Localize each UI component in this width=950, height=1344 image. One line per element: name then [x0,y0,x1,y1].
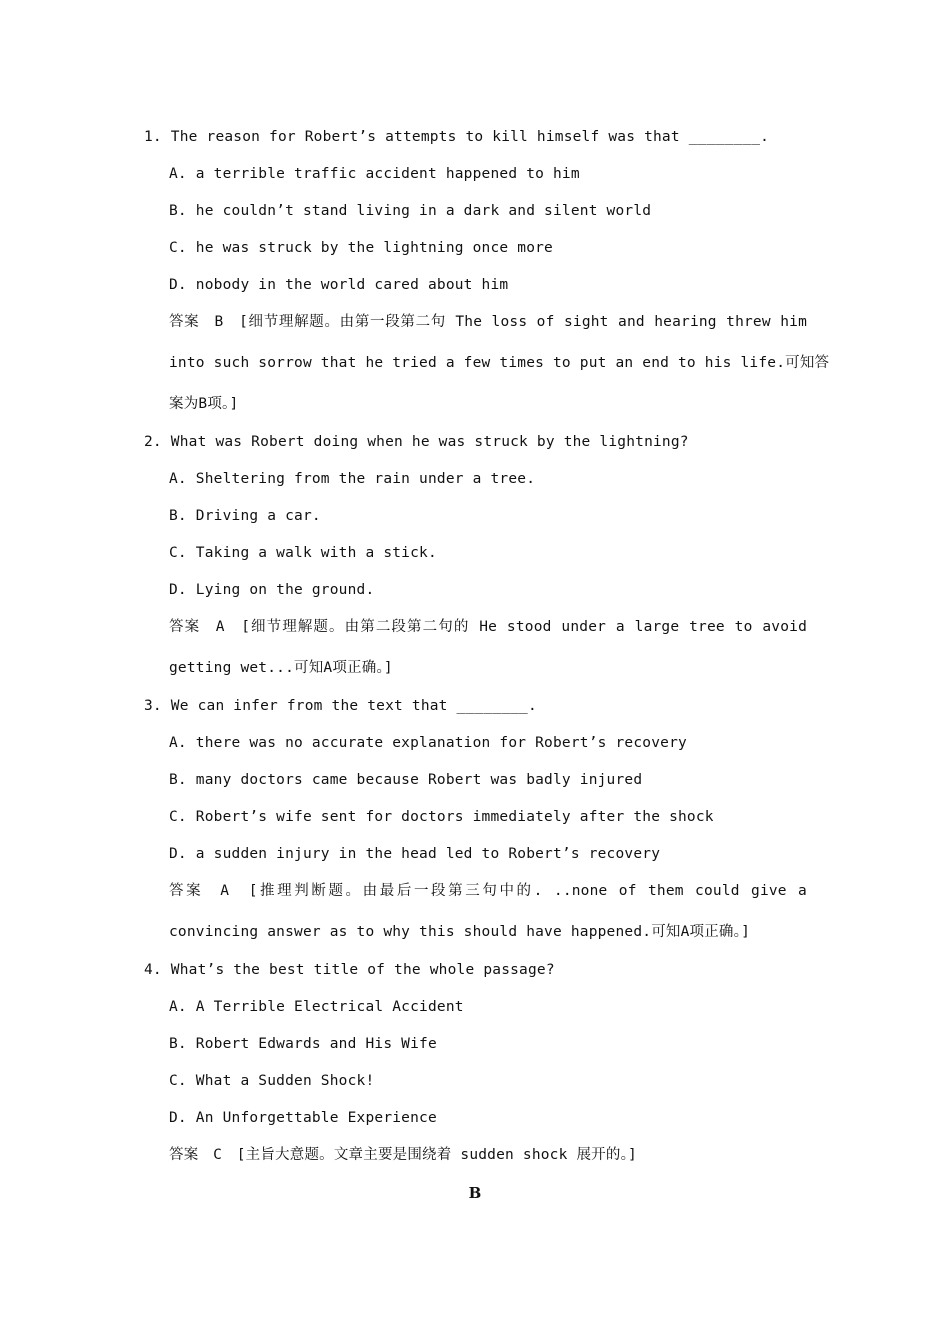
question-3-option-b: B. many doctors came because Robert was badly injured [169,772,643,788]
question-3-answer-line-2: convincing answer as to why this should have happened.可知A项正确。] [169,924,751,940]
question-1-answer-line-1: 答案 B [细节理解题。由第一段第二句 The loss of sight and hearing threw him [169,314,807,330]
question-2-option-d: D. Lying on the ground. [169,582,375,598]
question-2-option-c: C. Taking a walk with a stick. [169,545,437,561]
question-1-answer-line-3: 案为B项。] [169,396,239,412]
question-1-option-a: A. a terrible traffic accident happened to him [169,166,580,182]
question-2-option-a: A. Sheltering from the rain under a tree. [169,471,536,487]
question-2-option-b: B. Driving a car. [169,508,321,524]
question-3-option-d: D. a sudden injury in the head led to Robert’s recovery [169,846,661,862]
question-3-stem: 3. We can infer from the text that ________. [144,698,537,714]
question-4-option-d: D. An Unforgettable Experience [169,1110,437,1126]
question-1-option-d: D. nobody in the world cared about him [169,277,509,293]
question-4-stem: 4. What’s the best title of the whole passage? [144,962,555,978]
question-3-answer-line-1: 答案 A [推理判断题。由最后一段第三句中的. ..none of them could give a [169,883,807,899]
question-4-answer-line-1: 答案 C [主旨大意题。文章主要是围绕着 sudden shock 展开的。] [169,1147,637,1163]
question-3-option-a: A. there was no accurate explanation for Robert’s recovery [169,735,687,751]
question-2-stem: 2. What was Robert doing when he was struck by the lightning? [144,434,689,450]
question-1-option-c: C. he was struck by the lightning once more [169,240,553,256]
question-1-answer-line-2: into such sorrow that he tried a few times to put an end to his life.可知答 [169,355,830,371]
question-4-option-c: C. What a Sudden Shock! [169,1073,375,1089]
question-4-option-a: A. A Terrible Electrical Accident [169,999,464,1015]
question-2-answer-line-2: getting wet...可知A项正确。] [169,660,393,676]
question-3-option-c: C. Robert’s wife sent for doctors immediately after the shock [169,809,714,825]
question-1-stem: 1. The reason for Robert’s attempts to kill himself was that ________. [144,129,770,145]
section-label: B [468,1184,482,1202]
question-1-option-b: B. he couldn’t stand living in a dark and silent world [169,203,652,219]
question-2-answer-line-1: 答案 A [细节理解题。由第二段第二句的 He stood under a large tree to avoid [169,619,807,635]
question-4-option-b: B. Robert Edwards and His Wife [169,1036,437,1052]
